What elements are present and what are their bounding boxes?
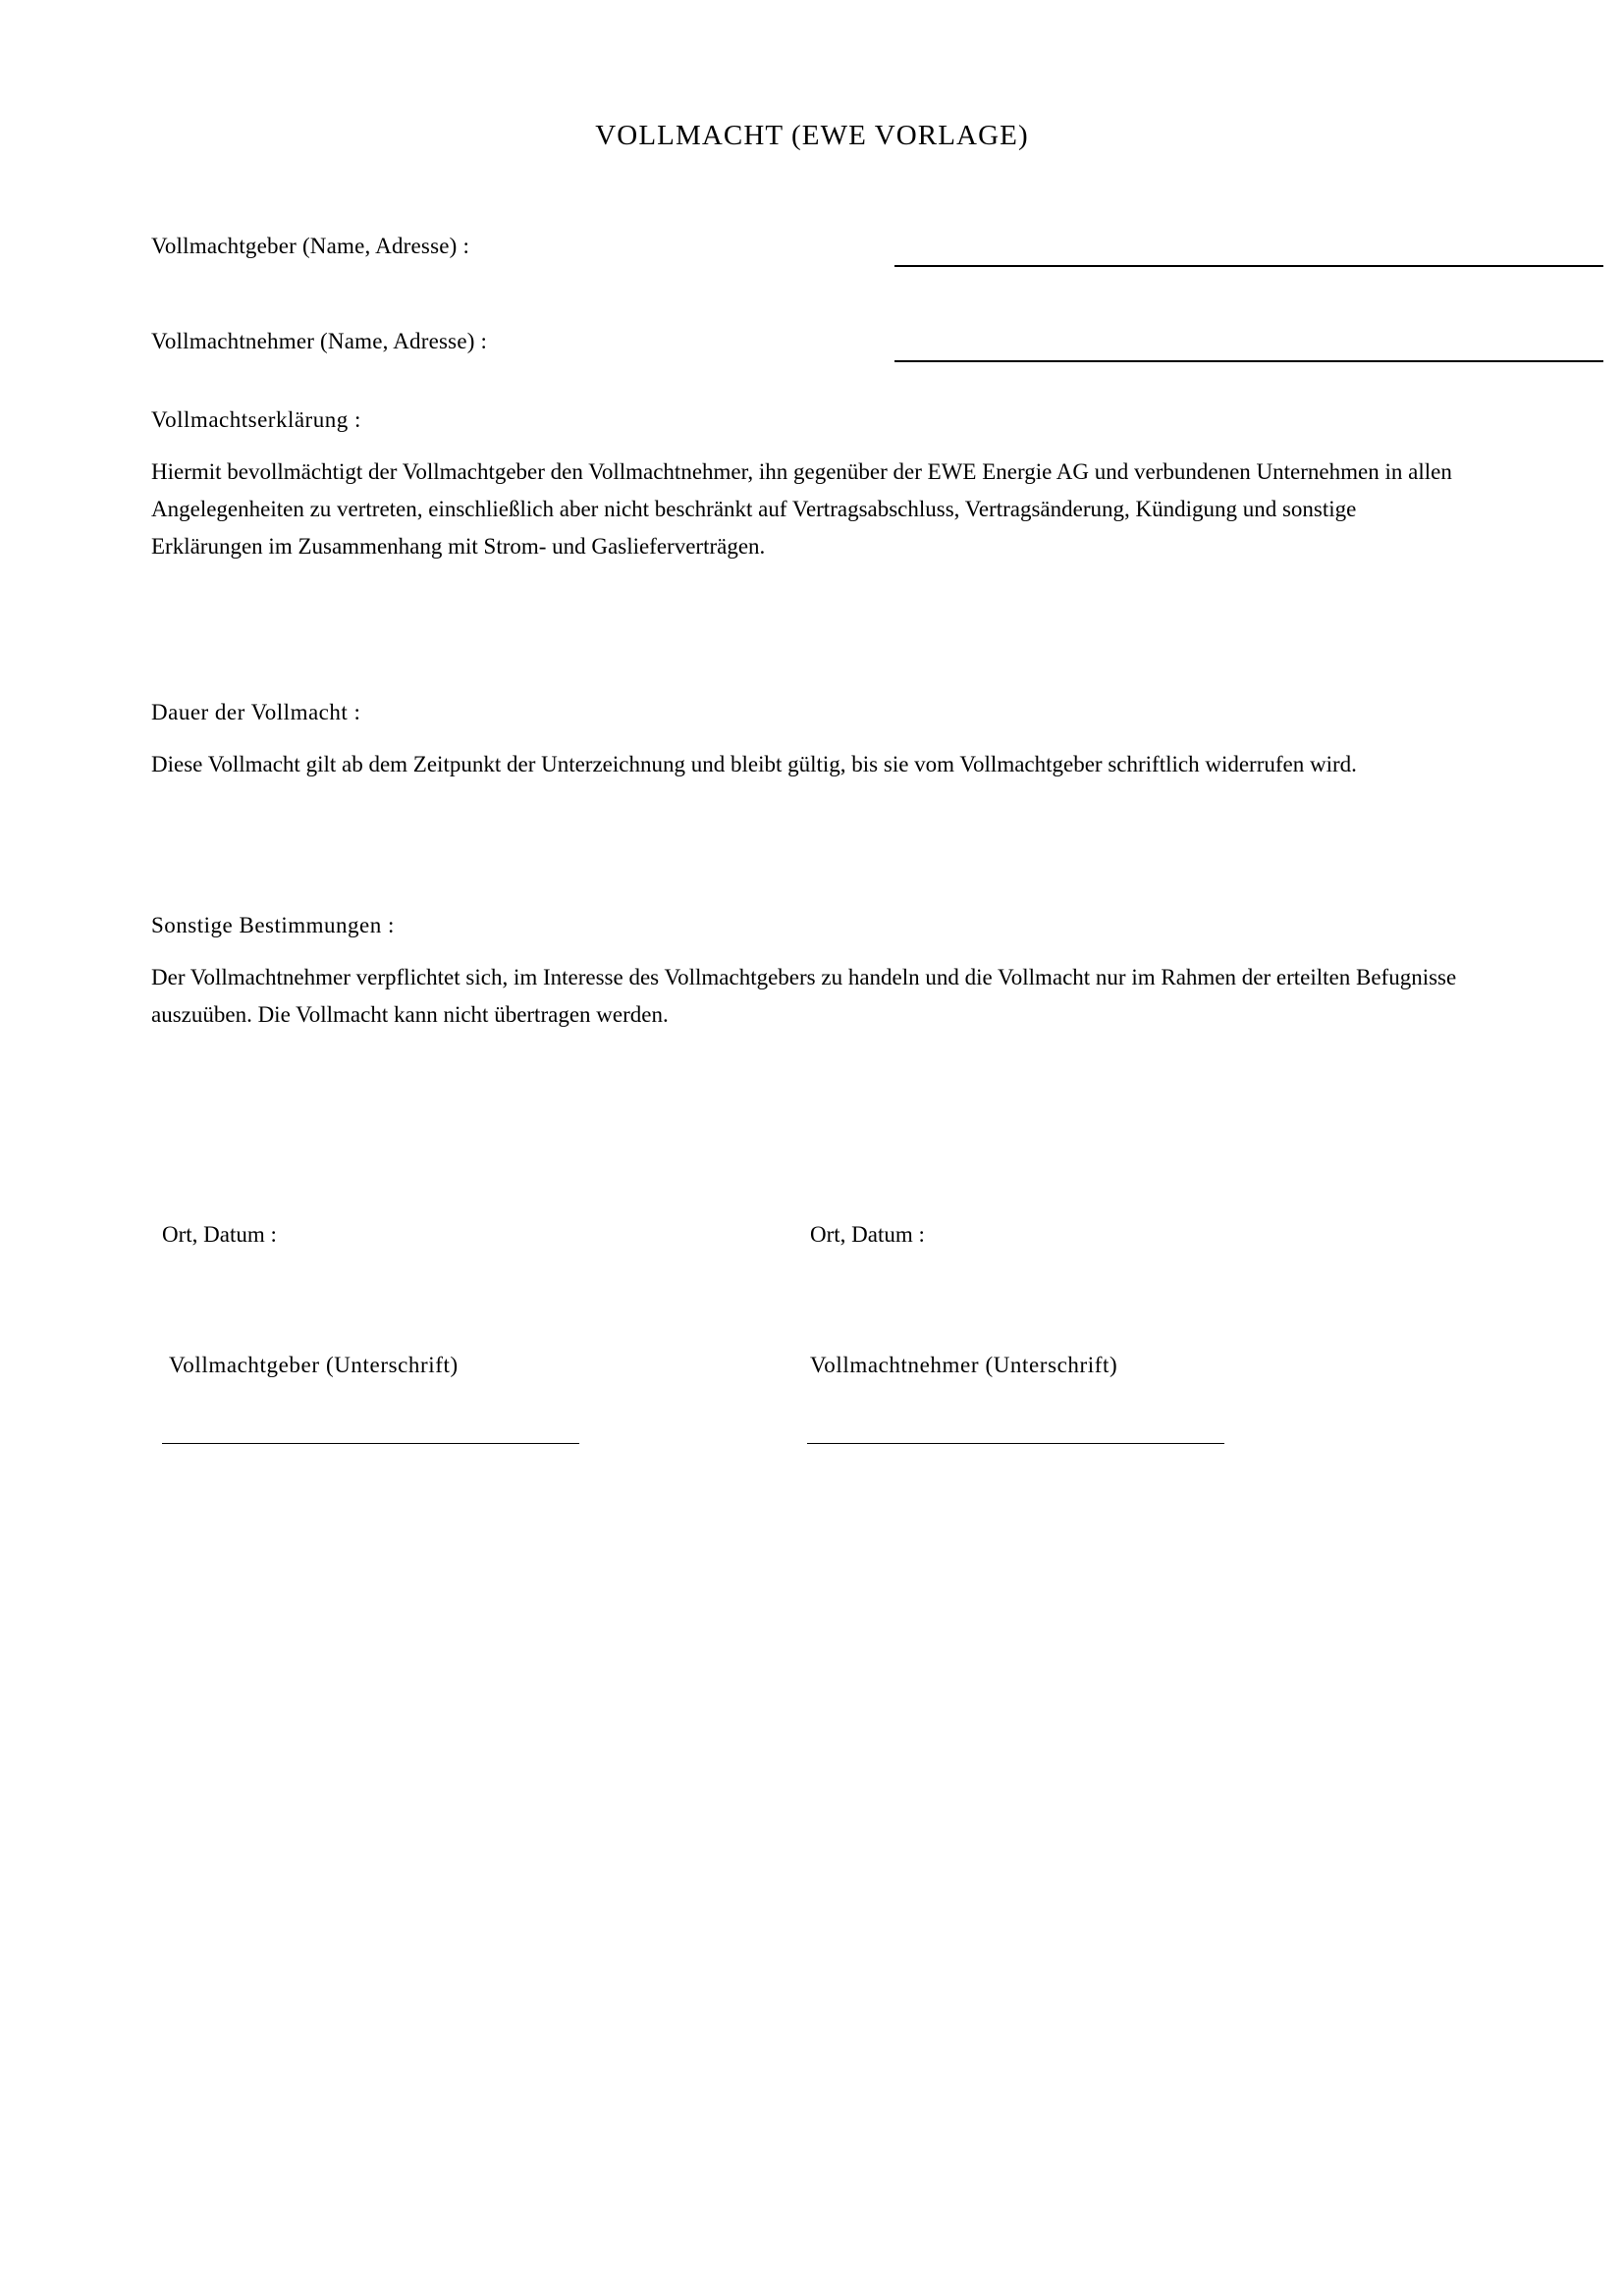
field-label-vollmachtnehmer: Vollmachtnehmer (Name, Adresse) : bbox=[151, 329, 488, 353]
section-text-vollmachtserklaerung: Hiermit bevollmächtigt der Vollmachtgeber den Vollmachtnehmer, ihn gegenüber der EWE Energie AG und verbundenen Unternehmen in allen Angelegenheiten zu vertreten, einschließlich aber nicht beschränkt auf Vertragsabschluss, Vertragsänderung, Kündigung und sonstige Erklärungen im Zusammenhang mit Strom- und Gaslieferverträgen. bbox=[151, 459, 1452, 559]
section-heading-dauer: Dauer der Vollmacht : bbox=[151, 700, 361, 724]
page-title: VOLLMACHT (EWE VORLAGE) bbox=[595, 120, 1029, 151]
signature-place-date-label-right: Ort, Datum : bbox=[810, 1222, 925, 1247]
signature-signer-label-left: Vollmachtgeber (Unterschrift) bbox=[169, 1353, 459, 1377]
field-row-vollmachtnehmer bbox=[151, 329, 1477, 368]
section-text-sonstige: Der Vollmachtnehmer verpflichtet sich, im Interesse des Vollmachtgebers zu handeln und die Vollmacht nur im Rahmen der erteilten Befugnisse auszuüben. Die Vollmacht kann nicht übertragen werden. bbox=[151, 965, 1457, 1027]
signature-line-left[interactable] bbox=[162, 1443, 579, 1444]
signature-place-date-label-left: Ort, Datum : bbox=[162, 1222, 277, 1247]
signature-line-right[interactable] bbox=[807, 1443, 1224, 1444]
field-input-vollmachtnehmer[interactable] bbox=[894, 360, 1603, 362]
field-label-vollmachtgeber: Vollmachtgeber (Name, Adresse) : bbox=[151, 234, 470, 258]
section-text-dauer: Diese Vollmacht gilt ab dem Zeitpunkt der Unterzeichnung und bleibt gültig, bis sie vom Vollmachtgeber schriftlich widerrufen wird. bbox=[151, 752, 1357, 776]
field-row-vollmachtgeber bbox=[151, 234, 1477, 273]
section-heading-sonstige: Sonstige Bestimmungen : bbox=[151, 913, 395, 937]
signature-signer-label-right: Vollmachtnehmer (Unterschrift) bbox=[810, 1353, 1118, 1377]
section-heading-vollmachtserklaerung: Vollmachtserklärung : bbox=[151, 407, 361, 432]
field-input-vollmachtgeber[interactable] bbox=[894, 265, 1603, 267]
